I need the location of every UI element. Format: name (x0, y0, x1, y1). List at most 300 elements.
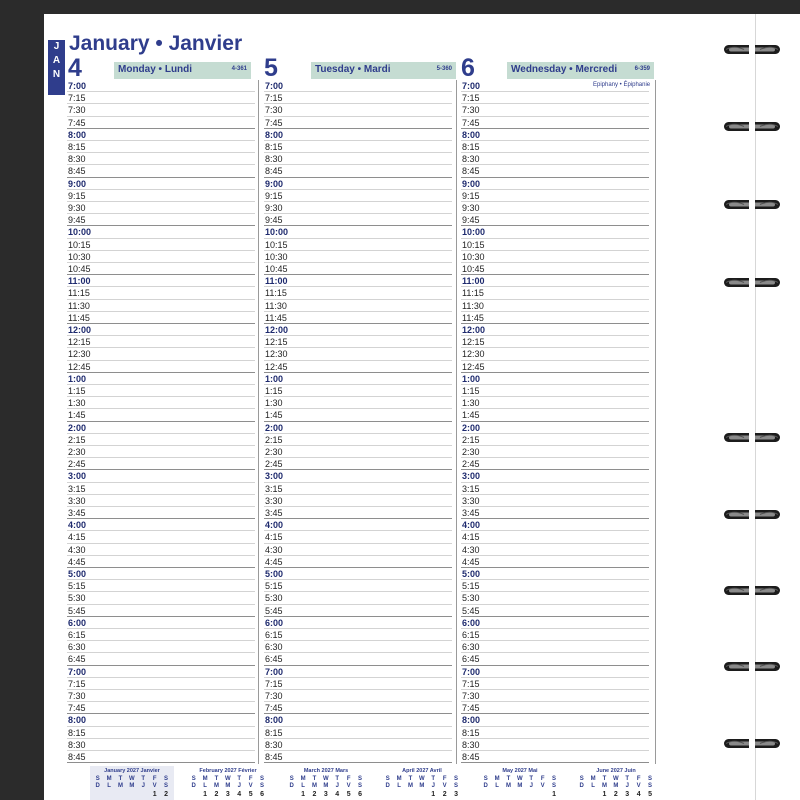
time-slot[interactable] (264, 92, 452, 104)
time-slot[interactable] (67, 385, 255, 397)
weekday-letter: M (419, 783, 425, 789)
time-slot[interactable] (461, 629, 649, 641)
time-slot[interactable] (461, 190, 649, 202)
time-label: 7:00 (462, 81, 481, 91)
time-slot[interactable] (264, 104, 452, 116)
time-slot[interactable] (461, 202, 649, 214)
time-slot[interactable] (67, 422, 255, 434)
time-slot[interactable] (67, 226, 255, 238)
time-label: 1:30 (265, 398, 283, 409)
mini-calendar-date: 1 (203, 791, 208, 798)
mini-calendar-date (416, 791, 427, 798)
time-slot[interactable] (461, 714, 649, 726)
time-slot[interactable] (461, 178, 649, 190)
time-slot[interactable] (264, 690, 452, 702)
time-slot[interactable] (264, 312, 452, 324)
time-slot[interactable] (264, 678, 452, 690)
time-slot[interactable] (264, 739, 452, 751)
time-slot[interactable] (67, 373, 255, 385)
weekday-letter: S (358, 776, 363, 782)
time-label: 11:30 (265, 300, 287, 311)
time-label: 1:45 (68, 410, 86, 421)
weekday-letter: M (494, 776, 500, 782)
time-slot[interactable] (461, 312, 649, 324)
mini-calendar-dates (480, 791, 560, 798)
time-slot[interactable] (264, 153, 452, 165)
day-header (311, 62, 456, 79)
time-slot[interactable] (264, 397, 452, 409)
time-slot[interactable] (461, 495, 649, 507)
time-slot[interactable] (264, 495, 452, 507)
time-slot[interactable] (264, 348, 452, 360)
time-slot[interactable] (461, 129, 649, 141)
time-slot[interactable] (264, 117, 452, 129)
time-slot[interactable] (461, 727, 649, 739)
time-slot[interactable] (461, 80, 649, 92)
time-slot[interactable] (264, 80, 452, 92)
time-label: 3:00 (265, 471, 284, 482)
time-slot[interactable] (264, 470, 452, 482)
time-slot[interactable] (67, 653, 255, 665)
time-slot[interactable] (67, 312, 255, 324)
time-slot[interactable] (461, 690, 649, 702)
time-label: 12:30 (265, 349, 288, 360)
time-slot[interactable] (461, 702, 649, 714)
time-slot[interactable] (264, 458, 452, 470)
time-label: 8:15 (68, 142, 86, 152)
time-label: 4:30 (68, 544, 86, 555)
time-label: 10:30 (265, 251, 288, 262)
time-label: 1:30 (462, 398, 480, 409)
time-slot[interactable] (461, 117, 649, 129)
time-label: 12:00 (68, 325, 92, 335)
time-slot[interactable] (264, 556, 452, 568)
time-label: 4:45 (265, 556, 283, 567)
weekday-letter: J (335, 783, 339, 789)
time-label: 2:00 (462, 422, 481, 433)
time-label: 2:30 (265, 447, 283, 457)
weekday-letter: L (107, 783, 111, 789)
time-label: 8:30 (68, 154, 86, 165)
time-slot[interactable] (67, 263, 255, 275)
time-slot[interactable] (264, 422, 452, 434)
weekday-letter: S (164, 783, 169, 789)
time-slot[interactable] (264, 714, 452, 726)
time-label: 1:00 (68, 373, 87, 384)
planner-cover-top-right (754, 0, 800, 14)
weekday-letter: V (540, 783, 545, 789)
time-slot[interactable] (67, 80, 255, 92)
time-label: 5:45 (462, 605, 480, 616)
time-label: 10:00 (462, 227, 486, 238)
mini-calendar-date: 4 (237, 791, 242, 798)
time-label: 9:00 (462, 178, 481, 189)
weekday-letter: S (191, 776, 196, 782)
time-label: 11:45 (68, 312, 90, 323)
time-slot[interactable] (264, 165, 452, 177)
planner-cover-top (44, 0, 754, 14)
time-label: 3:00 (68, 471, 87, 482)
mini-calendar-title: January 2027 Janvier (104, 768, 160, 774)
time-slot[interactable] (461, 751, 649, 763)
weekday-letter: W (129, 776, 135, 782)
mini-calendar-weekdays (188, 783, 268, 789)
time-slot[interactable] (264, 605, 452, 617)
time-slot[interactable] (461, 739, 649, 751)
time-slot[interactable] (67, 470, 255, 482)
time-slot[interactable] (264, 385, 452, 397)
time-slot[interactable] (67, 409, 255, 421)
weekday-letter: V (152, 783, 157, 789)
time-slot[interactable] (461, 385, 649, 397)
time-label: 7:30 (265, 691, 283, 701)
mini-calendar-date (405, 791, 416, 798)
mini-calendar-weekdays (286, 776, 366, 782)
time-slot[interactable] (264, 666, 452, 678)
time-slot[interactable] (461, 348, 649, 360)
time-slot[interactable] (264, 129, 452, 141)
mini-calendar[interactable] (90, 766, 174, 800)
time-slot[interactable] (264, 361, 452, 373)
time-label: 7:00 (265, 81, 284, 91)
time-label: 2:15 (462, 434, 480, 445)
time-slot[interactable] (461, 239, 649, 251)
time-slot[interactable] (67, 336, 255, 348)
mini-calendar-date: 1 (152, 791, 157, 798)
time-slot[interactable] (461, 653, 649, 665)
time-slot[interactable] (264, 178, 452, 190)
time-slot[interactable] (461, 300, 649, 312)
time-label: 2:15 (68, 434, 86, 445)
time-slot[interactable] (461, 446, 649, 458)
time-label: 5:45 (265, 605, 283, 616)
weekday-letter: M (613, 783, 619, 789)
time-slot[interactable] (67, 178, 255, 190)
time-label: 3:45 (462, 508, 480, 518)
time-label: 6:45 (68, 654, 86, 665)
weekday-letter: S (483, 776, 488, 782)
time-slot[interactable] (67, 239, 255, 251)
time-label: 9:00 (265, 178, 284, 189)
time-slot[interactable] (264, 446, 452, 458)
time-slot[interactable] (67, 153, 255, 165)
time-slot[interactable] (67, 605, 255, 617)
time-slot[interactable] (461, 458, 649, 470)
mini-calendar-date: 6 (260, 791, 264, 798)
time-slot[interactable] (461, 483, 649, 495)
time-slot[interactable] (264, 592, 452, 604)
time-label: 11:45 (265, 312, 287, 323)
time-slot[interactable] (461, 434, 649, 446)
time-slot[interactable] (67, 92, 255, 104)
weekday-letter: M (117, 783, 123, 789)
time-label: 3:30 (68, 495, 86, 506)
time-slot[interactable] (67, 727, 255, 739)
time-slot[interactable] (67, 214, 255, 226)
time-slot[interactable] (264, 702, 452, 714)
time-slot[interactable] (264, 141, 452, 153)
time-slot[interactable] (461, 568, 649, 580)
time-label: 7:00 (68, 666, 87, 677)
weekday-letter: F (540, 776, 545, 782)
time-slot[interactable] (67, 714, 255, 726)
time-slot[interactable] (67, 678, 255, 690)
time-slot[interactable] (67, 141, 255, 153)
time-slot[interactable] (67, 287, 255, 299)
time-slot[interactable] (461, 617, 649, 629)
binder-ring (724, 44, 780, 55)
weekday-letter: M (517, 783, 523, 789)
time-slot[interactable] (67, 617, 255, 629)
time-label: 9:30 (265, 203, 283, 213)
mini-calendar-date: 1 (602, 791, 607, 798)
time-slot[interactable] (461, 251, 649, 263)
weekday-letter: W (225, 776, 231, 782)
time-label: 6:00 (68, 617, 87, 628)
time-slot[interactable] (67, 580, 255, 592)
time-slot[interactable] (264, 409, 452, 421)
time-label: 1:00 (265, 373, 284, 384)
time-slot[interactable] (67, 483, 255, 495)
time-slot[interactable] (461, 605, 649, 617)
time-label: 12:00 (265, 325, 289, 335)
time-label: 3:15 (265, 483, 283, 494)
time-slot[interactable] (264, 202, 452, 214)
weekday-letter: F (248, 776, 253, 782)
time-slot[interactable] (264, 653, 452, 665)
time-label: 8:30 (462, 739, 480, 750)
time-slot[interactable] (264, 300, 452, 312)
time-slot[interactable] (461, 92, 649, 104)
weekday-letter: J (529, 783, 533, 789)
time-slot[interactable] (67, 190, 255, 202)
time-label: 1:45 (462, 410, 480, 421)
time-slot[interactable] (264, 507, 452, 519)
mini-calendar-weekdays (286, 783, 366, 789)
time-slot[interactable] (461, 470, 649, 482)
time-slot[interactable] (461, 592, 649, 604)
time-slot[interactable] (264, 727, 452, 739)
time-slot[interactable] (67, 324, 255, 336)
time-slot[interactable] (264, 483, 452, 495)
time-slot[interactable] (67, 129, 255, 141)
time-slot[interactable] (67, 702, 255, 714)
time-slot[interactable] (264, 324, 452, 336)
weekday-letter: T (529, 776, 534, 782)
time-slot[interactable] (67, 519, 255, 531)
time-label: 10:30 (68, 251, 91, 262)
time-slot[interactable] (264, 336, 452, 348)
time-slot[interactable] (461, 678, 649, 690)
weekday-letter: J (431, 783, 435, 789)
mini-calendar-title: February 2027 Février (199, 768, 257, 774)
mini-calendar[interactable] (478, 766, 562, 800)
time-slot[interactable] (264, 617, 452, 629)
time-slot[interactable] (67, 446, 255, 458)
mini-calendar[interactable] (574, 766, 658, 800)
time-slot[interactable] (67, 531, 255, 543)
time-slot[interactable] (461, 666, 649, 678)
weekday-letter: M (407, 783, 413, 789)
time-slot[interactable] (264, 226, 452, 238)
weekday-letter: L (591, 783, 595, 789)
time-slot[interactable] (461, 153, 649, 165)
time-slot[interactable] (461, 263, 649, 275)
time-slot[interactable] (264, 568, 452, 580)
time-label: 9:45 (462, 215, 480, 226)
time-slot[interactable] (264, 519, 452, 531)
mini-calendar-date (286, 791, 297, 798)
time-slot[interactable] (461, 544, 649, 556)
time-slot[interactable] (461, 141, 649, 153)
mini-calendar-date: 5 (648, 791, 652, 798)
time-slot[interactable] (461, 531, 649, 543)
time-slot[interactable] (264, 190, 452, 202)
time-slot[interactable] (67, 104, 255, 116)
time-slot[interactable] (67, 165, 255, 177)
time-slot[interactable] (461, 324, 649, 336)
time-slot[interactable] (67, 556, 255, 568)
time-slot[interactable] (67, 690, 255, 702)
time-label: 6:45 (462, 654, 480, 665)
time-slot[interactable] (264, 251, 452, 263)
time-slot[interactable] (461, 641, 649, 653)
weekday-letter: W (419, 776, 425, 782)
mini-calendar-date (393, 791, 404, 798)
time-slot[interactable] (67, 361, 255, 373)
weekday-letter: F (152, 776, 157, 782)
time-label: 11:00 (68, 276, 91, 287)
weekday-letter: S (95, 776, 100, 782)
weekday-letter: W (517, 776, 523, 782)
time-label: 7:00 (462, 666, 481, 677)
mini-calendar-date (115, 791, 126, 798)
mini-calendar[interactable] (380, 766, 464, 800)
time-slot[interactable] (67, 397, 255, 409)
weekday-letter: S (358, 783, 363, 789)
time-slot[interactable] (67, 458, 255, 470)
mini-calendar-date (537, 791, 548, 798)
time-label: 4:30 (462, 544, 480, 555)
time-slot[interactable] (461, 519, 649, 531)
time-slot[interactable] (264, 580, 452, 592)
time-slot[interactable] (461, 361, 649, 373)
time-slot[interactable] (461, 165, 649, 177)
time-slot[interactable] (67, 629, 255, 641)
time-label: 8:45 (68, 166, 86, 177)
time-slot[interactable] (67, 300, 255, 312)
time-slot[interactable] (461, 397, 649, 409)
holiday-label: Epiphany • Épiphanie (593, 82, 651, 88)
time-label: 1:45 (265, 410, 283, 421)
time-slot[interactable] (264, 641, 452, 653)
time-slot[interactable] (67, 544, 255, 556)
month-tab[interactable] (48, 40, 65, 95)
mini-calendar-weekdays (92, 776, 172, 782)
time-slot[interactable] (264, 287, 452, 299)
time-slot[interactable] (67, 666, 255, 678)
time-slot[interactable] (67, 202, 255, 214)
weekday-letter: L (301, 783, 305, 789)
time-label: 9:45 (68, 215, 86, 226)
time-slot[interactable] (67, 641, 255, 653)
day-header (507, 62, 654, 79)
time-slot[interactable] (264, 544, 452, 556)
time-slot[interactable] (461, 104, 649, 116)
time-slot[interactable] (461, 422, 649, 434)
time-slot[interactable] (67, 251, 255, 263)
time-slot[interactable] (67, 495, 255, 507)
time-label: 7:15 (265, 93, 283, 104)
time-slot[interactable] (264, 263, 452, 275)
time-label: 9:00 (68, 178, 87, 189)
time-slot[interactable] (461, 580, 649, 592)
time-label: 1:15 (265, 386, 283, 396)
time-slot[interactable] (264, 239, 452, 251)
weekday-letter: L (203, 783, 207, 789)
time-slot[interactable] (67, 592, 255, 604)
mini-calendar-date: 3 (454, 791, 458, 798)
mini-calendar[interactable] (284, 766, 368, 800)
time-label: 3:30 (462, 495, 480, 506)
time-label: 4:00 (265, 520, 284, 531)
time-slot[interactable] (461, 226, 649, 238)
time-slot[interactable] (461, 373, 649, 385)
time-slot[interactable] (264, 629, 452, 641)
time-slot[interactable] (264, 214, 452, 226)
time-slot[interactable] (461, 275, 649, 287)
time-label: 3:30 (265, 495, 283, 506)
time-label: 6:15 (462, 630, 480, 640)
time-label: 5:45 (68, 605, 86, 616)
page-title: January • Janvier (69, 32, 243, 55)
time-slot[interactable] (461, 287, 649, 299)
time-slot[interactable] (264, 751, 452, 763)
weekday-letter: M (213, 783, 219, 789)
weekday-letter: M (601, 783, 607, 789)
time-label: 5:00 (462, 569, 481, 579)
time-slot[interactable] (264, 373, 452, 385)
time-slot[interactable] (67, 275, 255, 287)
time-slot[interactable] (264, 434, 452, 446)
time-slot[interactable] (264, 531, 452, 543)
time-slot[interactable] (461, 409, 649, 421)
weekday-letter: M (323, 783, 329, 789)
weekday-letter: M (106, 776, 112, 782)
time-label: 11:45 (462, 312, 484, 323)
mini-calendar-date: 6 (358, 791, 362, 798)
time-slot[interactable] (67, 751, 255, 763)
mini-calendar[interactable] (186, 766, 270, 800)
time-label: 7:30 (265, 105, 283, 116)
time-slot[interactable] (67, 117, 255, 129)
time-slot[interactable] (67, 739, 255, 751)
mini-calendar-date: 3 (225, 791, 230, 798)
time-slot[interactable] (461, 507, 649, 519)
time-slot[interactable] (461, 556, 649, 568)
time-slot[interactable] (67, 348, 255, 360)
time-slot[interactable] (67, 568, 255, 580)
time-slot[interactable] (461, 214, 649, 226)
time-slot[interactable] (264, 275, 452, 287)
time-label: 7:45 (462, 703, 480, 714)
binder-ring (724, 585, 780, 596)
time-slot[interactable] (67, 507, 255, 519)
time-slot[interactable] (461, 336, 649, 348)
time-label: 6:45 (265, 654, 283, 665)
time-label: 8:45 (68, 752, 86, 762)
time-slot[interactable] (67, 434, 255, 446)
